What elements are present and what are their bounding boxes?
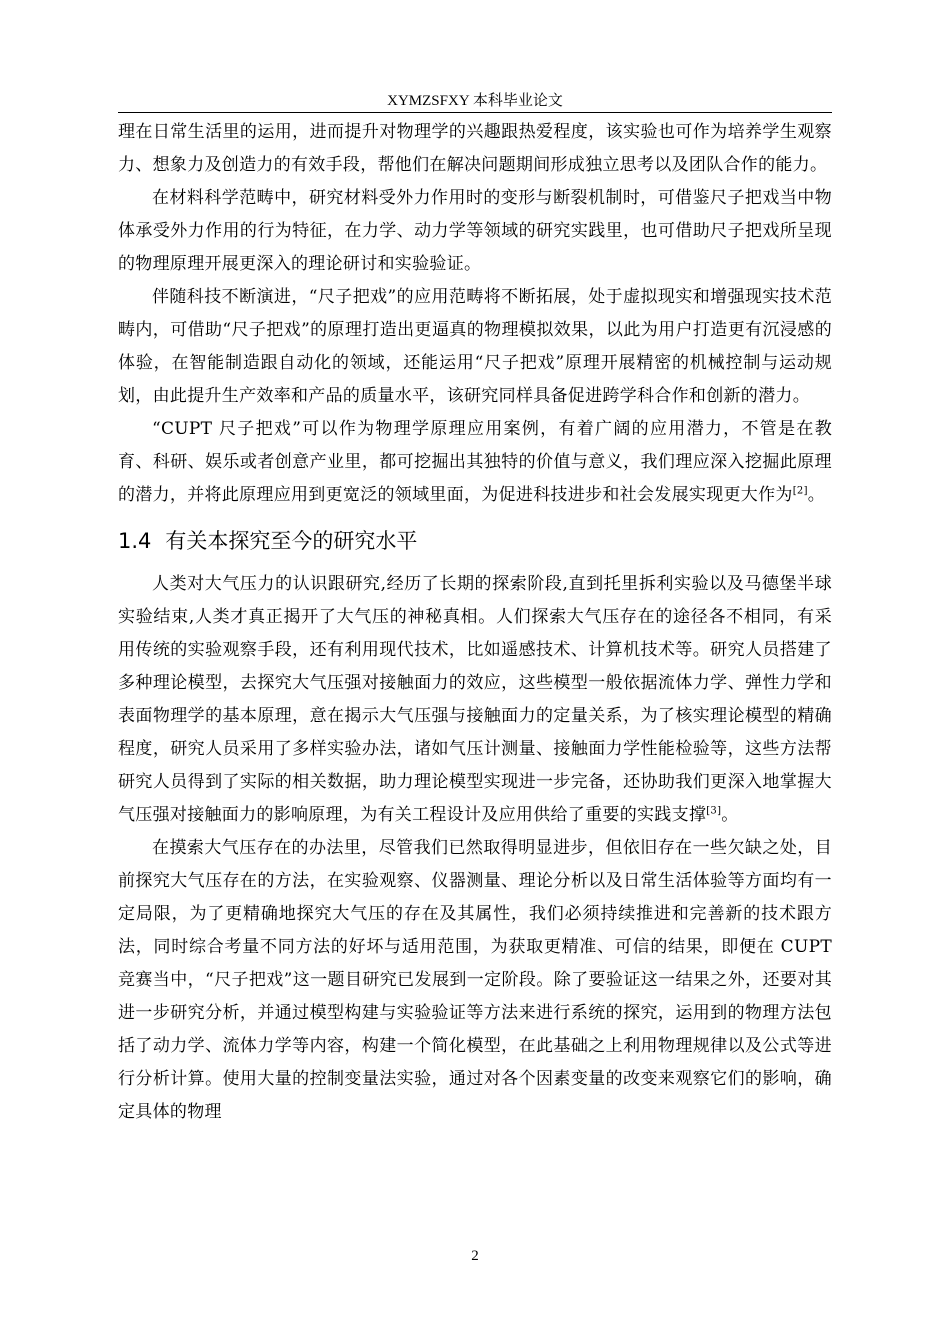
citation-ref: [2] <box>792 485 808 497</box>
paragraph-text: “CUPT 尺子把戏”可以作为物理学原理应用案例，有着广阔的应用潜力，不管是在教育、科研、娱乐或者创意产业里，都可挖掘出其独特的价值与意义，我们理应深入挖掘此原理的潜力，并将此原理应用到更宽泛的领域里面，为促进科技进步和社会发展实现更大作为 <box>118 419 832 505</box>
page-number: 2 <box>471 1248 479 1264</box>
paragraph <box>118 182 832 281</box>
paragraph <box>118 413 832 512</box>
section-title: 有关本探究至今的研究水平 <box>165 529 418 553</box>
paragraph-text: 在材料科学范畴中，研究材料受外力作用时的变形与断裂机制时，可借鉴尺子把戏当中物体承受外力作用的行为特征，在力学、动力学等领域的研究实践里，也可借助尺子把戏所呈现的物理原理开展更深入的理论研讨和实验验证。 <box>118 188 832 274</box>
paragraph-tail: 。 <box>807 485 826 505</box>
page-header: XYMZSFXY 本科毕业论文 <box>387 93 563 109</box>
paragraph-text: 伴随科技不断演进，“尺子把戏”的应用范畴将不断拓展，处于虚拟现实和增强现实技术范畴内，可借助“尺子把戏”的原理打造出更逼真的物理模拟效果，以此为用户打造更有沉浸感的体验，在智能制造跟自动化的领域，还能运用“尺子把戏”原理开展精密的机械控制与运动规划，由此提升生产效率和产品的质量水平，该研究同样具备促进跨学科合作和创新的潜力。 <box>118 287 832 406</box>
paragraph <box>118 568 832 832</box>
citation-ref: [3] <box>706 805 722 817</box>
paragraph-text: 人类对大气压力的认识跟研究,经历了长期的探索阶段,直到托里拆利实验以及马德堡半球实验结束,人类才真正揭开了大气压的神秘真相。人们探索大气压存在的途径各不相同，有采用传统的实验观察手段，还有利用现代技术，比如遥感技术、计算机技术等。研究人员搭建了多种理论模型，去探究大气压强对接触面力的效应，这些模型一般依据流体力学、弹性力学和表面物理学的基本原理，意在揭示大气压强与接触面力的定量关系，为了核实理论模型的精确程度，研究人员采用了多样实验办法，诸如气压计测量、接触面力学性能检验等，这些方法帮研究人员得到了实际的相关数据，助力理论模型实现进一步完备，还协助我们更深入地掌握大气压强对接触面力的影响原理，为有关工程设计及应用供给了重要的实践支撑 <box>118 574 832 825</box>
section-number: 1.4 <box>118 529 152 553</box>
body-text <box>118 116 832 1129</box>
paragraph <box>118 832 832 1129</box>
paragraph <box>118 116 832 182</box>
header-rule <box>118 112 832 113</box>
section-heading <box>118 526 832 556</box>
paragraph-text: 理在日常生活里的运用，进而提升对物理学的兴趣跟热爱程度，该实验也可作为培养学生观察力、想象力及创造力的有效手段，帮他们在解决问题期间形成独立思考以及团队合作的能力。 <box>118 122 832 175</box>
paragraph-text: 在摸索大气压存在的办法里，尽管我们已然取得明显进步，但依旧存在一些欠缺之处，目前探究大气压存在的方法，在实验观察、仪器测量、理论分析以及日常生活体验等方面均有一定局限，为了更精确地探究大气压的存在及其属性，我们必须持续推进和完善新的技术跟方法，同时综合考量不同方法的好坏与适用范围，为获取更精准、可信的结果，即便在 CUPT 竞赛当中，“尺子把戏”这一题目研究已发展到一定阶段。除了要验证这一结果之外，还要对其进一步研究分析，并通过模型构建与实验验证等方法来进行系统的探究，运用到的物理方法包括了动力学、流体力学等内容，构建一个简化模型，在此基础之上利用物理规律以及公式等进行分析计算。使用大量的控制变量法实验，通过对各个因素变量的改变来观察它们的影响，确定具体的物理 <box>118 838 832 1122</box>
paragraph-tail: 。 <box>721 805 739 825</box>
paragraph <box>118 281 832 413</box>
